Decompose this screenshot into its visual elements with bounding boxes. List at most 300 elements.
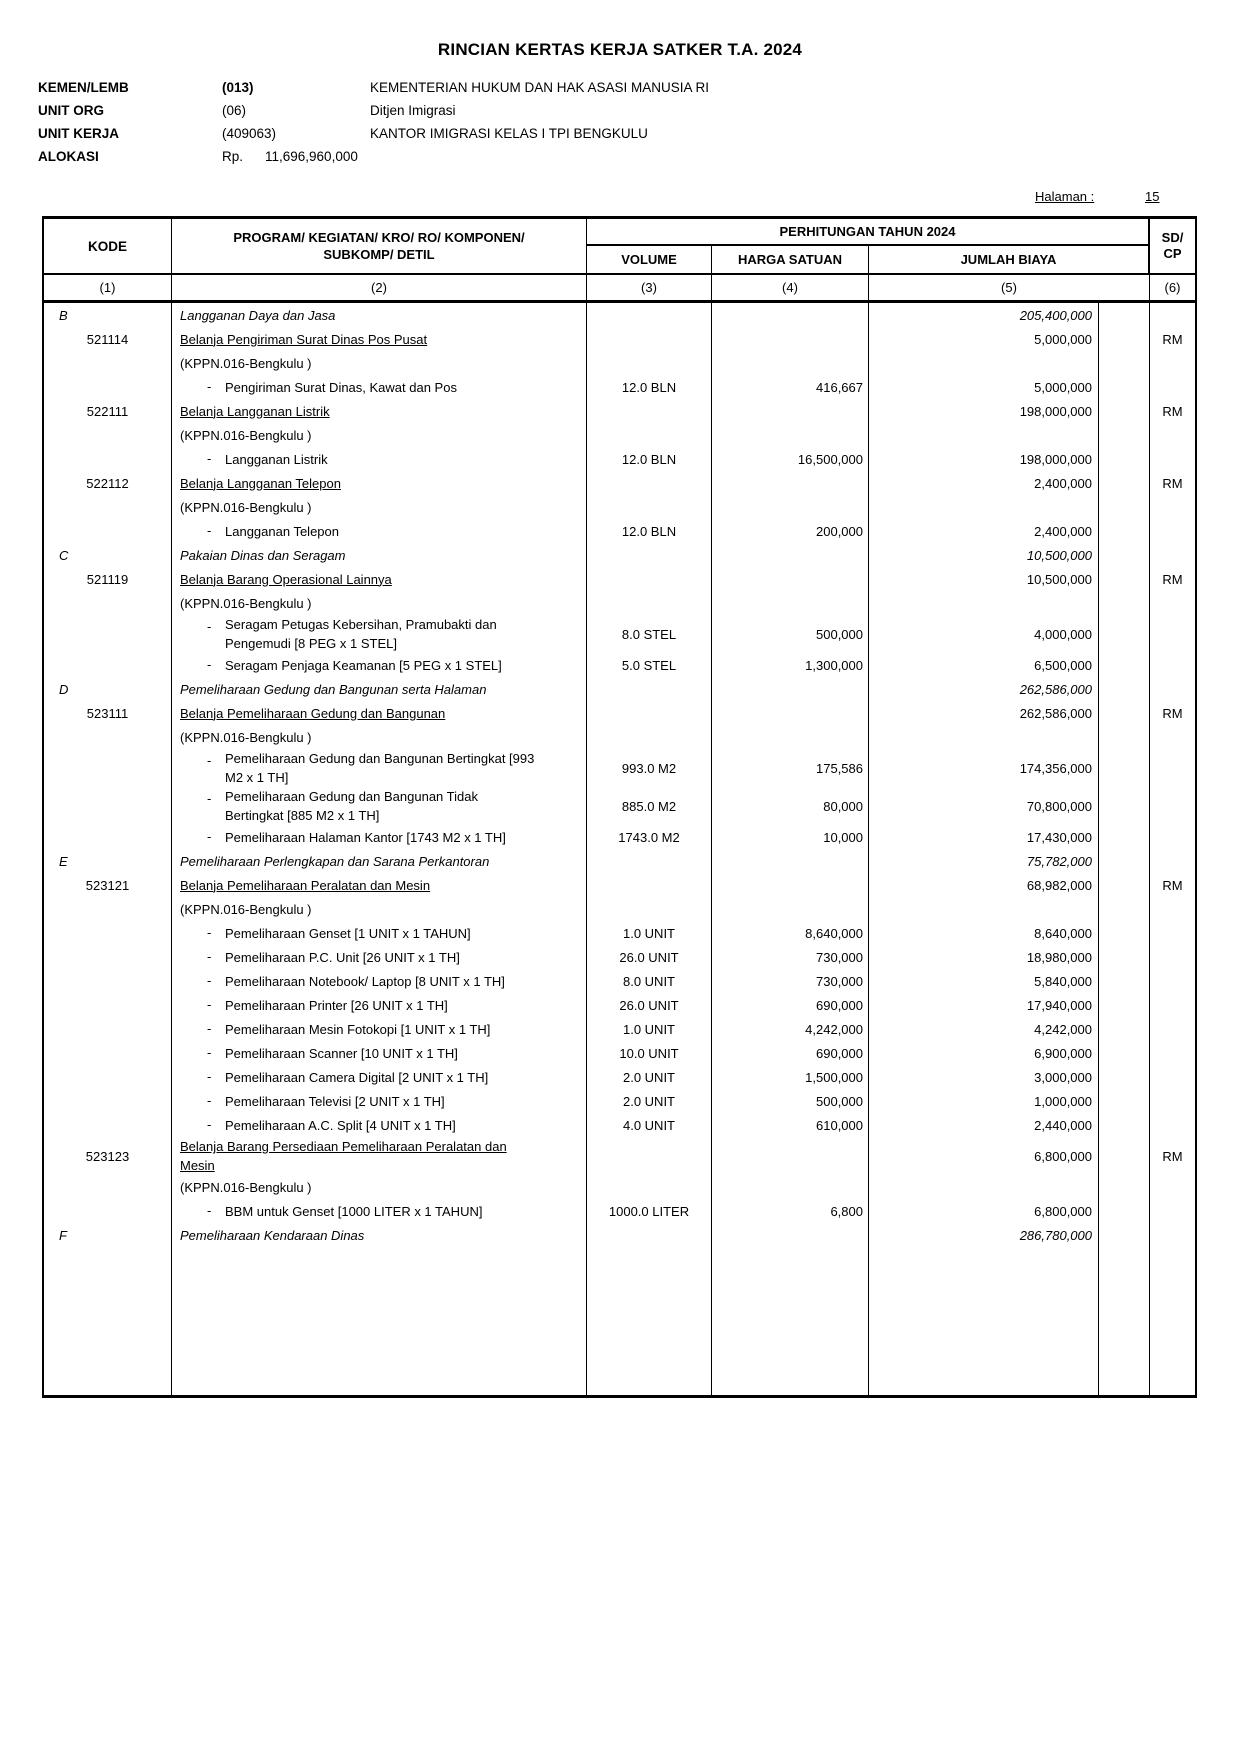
spacer-cell [1099,1223,1150,1247]
spacer-cell [1099,615,1150,653]
jumlah-biaya-cell: 8,640,000 [869,921,1099,945]
table-row-detail [44,1113,1195,1137]
kode-cell [44,945,172,969]
page-title: RINCIAN KERTAS KERJA SATKER T.A. 2024 [437,40,803,59]
spacer-cell [1099,1041,1150,1065]
sdcp-cell: RM [1162,705,1183,721]
kode-cell [44,1041,172,1065]
harga-satuan-cell [712,1247,869,1395]
kode-cell [44,375,172,399]
harga-satuan-cell: 200,000 [712,519,869,543]
jumlah-biaya-cell: 262,586,000 [869,677,1099,701]
meta-row-unitorg [38,99,938,122]
kode-cell [44,1065,172,1089]
sdcp-cell [1150,423,1195,447]
desc-text: Pemeliharaan Camera Digital [2 UNIT x 1 TH] [225,1069,489,1085]
desc-cell [172,945,587,969]
header-volume: VOLUME [587,246,712,273]
bullet-dash: - [207,1045,212,1060]
desc-text: Pemeliharaan Scanner [10 UNIT x 1 TH] [225,1045,458,1061]
desc-cell [172,1137,587,1175]
volume-cell: 1743.0 M2 [587,825,712,849]
table-row-section [44,543,1195,567]
harga-satuan-cell [712,725,869,749]
harga-satuan-cell [712,303,869,327]
meta-value: Ditjen Imigrasi [370,103,456,118]
table-row-detail [44,825,1195,849]
bullet-dash: - [207,379,212,394]
volume-cell: 4.0 UNIT [587,1113,712,1137]
kode-cell [44,423,172,447]
desc-cell [172,1113,587,1137]
volume-cell [587,327,712,351]
sdcp-cell [1150,519,1195,543]
spacer-cell [1099,873,1150,897]
jumlah-biaya-cell: 5,000,000 [869,327,1099,351]
harga-satuan-cell: 16,500,000 [712,447,869,471]
harga-satuan-cell [712,423,869,447]
desc-cell [172,701,587,725]
desc-cell [172,423,587,447]
harga-satuan-cell [712,399,869,423]
kode-cell: C [44,543,172,567]
volume-cell: 2.0 UNIT [587,1089,712,1113]
desc-text: Pemeliharaan P.C. Unit [26 UNIT x 1 TH] [225,949,460,965]
sdcp-cell [1150,447,1195,471]
sdcp-cell [1150,1199,1195,1223]
jumlah-biaya-cell [869,1247,1099,1395]
harga-satuan-cell: 500,000 [712,615,869,653]
meta-value: KEMENTERIAN HUKUM DAN HAK ASASI MANUSIA RI [370,80,710,95]
volume-cell: 1.0 UNIT [587,1017,712,1041]
harga-satuan-cell: 690,000 [712,1041,869,1065]
jumlah-biaya-cell [869,495,1099,519]
volume-cell [587,677,712,701]
bullet-dash: - [207,451,212,466]
desc-text: Pemeliharaan Gedung dan Bangunan Tidak Bertingkat [885 M2 x 1 TH] [225,789,478,823]
harga-satuan-cell [712,327,869,351]
desc-cell [172,591,587,615]
bullet-dash: - [207,1117,212,1132]
sdcp-cell [1150,653,1195,677]
meta-value: KANTOR IMIGRASI KELAS I TPI BENGKULU [370,126,648,141]
spacer-cell [1099,969,1150,993]
bullet-dash: - [207,949,212,964]
header-perhitungan: PERHITUNGAN TAHUN 2024 [587,219,1148,246]
header-program [172,219,587,273]
sdcp-cell [1150,849,1195,873]
desc-text: (KPPN.016-Bengkulu ) [180,355,312,371]
sdcp-cell [1150,725,1195,749]
kode-cell [44,1199,172,1223]
table-row-section [44,1223,1195,1247]
kode-cell: D [44,677,172,701]
kode-cell [44,1175,172,1199]
volume-cell [587,351,712,375]
spacer-cell [1099,519,1150,543]
sdcp-cell [1150,1113,1195,1137]
harga-satuan-cell: 690,000 [712,993,869,1017]
harga-satuan-cell [712,897,869,921]
spacer-cell [1099,653,1150,677]
desc-cell [172,1089,587,1113]
desc-cell [172,787,587,825]
sdcp-cell [1150,543,1195,567]
kode-cell [44,825,172,849]
spacer-cell [1099,1089,1150,1113]
desc-text: Pemeliharaan Printer [26 UNIT x 1 TH] [225,997,448,1013]
meta-code: (013) [222,80,254,95]
kode-cell: 523121 [44,873,172,897]
kode-cell [44,447,172,471]
col-number-5: (5) [869,275,1150,300]
jumlah-biaya-cell: 174,356,000 [869,749,1099,787]
volume-cell: 8.0 UNIT [587,969,712,993]
desc-cell [172,495,587,519]
spacer-cell [1099,945,1150,969]
meta-label: UNIT ORG [38,103,104,118]
kode-cell [44,1089,172,1113]
sdcp-cell [1150,615,1195,653]
spacer-cell [1099,921,1150,945]
table-row-kppn [44,897,1195,921]
jumlah-biaya-cell [869,423,1099,447]
harga-satuan-cell [712,701,869,725]
page-number: 15 [1145,189,1160,204]
table-row-section [44,303,1195,327]
jumlah-biaya-cell: 5,000,000 [869,375,1099,399]
harga-satuan-cell [712,1175,869,1199]
sdcp-cell [1150,1223,1195,1247]
volume-cell [587,701,712,725]
kode-cell [44,749,172,787]
kode-cell [44,787,172,825]
kode-cell [44,519,172,543]
spacer-cell [1099,1065,1150,1089]
header-program-line2: SUBKOMP/ DETIL [323,247,435,262]
desc-text: (KPPN.016-Bengkulu ) [180,499,312,515]
kode-cell [44,351,172,375]
desc-cell [172,1175,587,1199]
volume-cell [587,725,712,749]
desc-cell [172,327,587,351]
desc-cell [172,725,587,749]
harga-satuan-cell: 175,586 [712,749,869,787]
bullet-dash: - [207,829,212,844]
bullet-dash: - [207,973,212,988]
header-harga-satuan: HARGA SATUAN [712,246,869,273]
desc-text: Belanja Barang Operasional Lainnya [180,571,392,587]
desc-cell [172,1223,587,1247]
volume-cell: 1.0 UNIT [587,921,712,945]
spacer-cell [1099,495,1150,519]
table-row-detail [44,1041,1195,1065]
volume-cell: 12.0 BLN [587,375,712,399]
table-row-kppn [44,725,1195,749]
jumlah-biaya-cell: 2,440,000 [869,1113,1099,1137]
meta-code: (06) [222,103,247,118]
kode-cell: 521119 [44,567,172,591]
table-row-detail [44,615,1195,653]
jumlah-biaya-cell: 17,430,000 [869,825,1099,849]
desc-text: Langganan Daya dan Jasa [180,307,336,323]
volume-cell [587,471,712,495]
jumlah-biaya-cell: 6,800,000 [869,1137,1099,1175]
jumlah-biaya-cell: 70,800,000 [869,787,1099,825]
spacer-cell [1099,993,1150,1017]
desc-text: Belanja Pengiriman Surat Dinas Pos Pusat [180,331,428,347]
col-number-4: (4) [712,275,869,300]
kode-cell [44,725,172,749]
jumlah-biaya-cell: 6,500,000 [869,653,1099,677]
sdcp-cell: RM [1162,403,1183,419]
harga-satuan-cell: 1,500,000 [712,1065,869,1089]
kode-cell [44,969,172,993]
harga-satuan-cell [712,1223,869,1247]
table-row-account [44,327,1195,351]
jumlah-biaya-cell: 3,000,000 [869,1065,1099,1089]
jumlah-biaya-cell [869,897,1099,921]
kode-cell [44,1113,172,1137]
bullet-dash: - [207,619,212,634]
desc-text: Langganan Telepon [225,523,339,539]
spacer-cell [1099,399,1150,423]
kode-cell: B [44,303,172,327]
volume-cell: 8.0 STEL [587,615,712,653]
table-row-detail [44,921,1195,945]
spacer-cell [1099,567,1150,591]
desc-cell [172,993,587,1017]
volume-cell [587,399,712,423]
table-row-detail [44,447,1195,471]
desc-cell [172,1017,587,1041]
meta-code: Rp. [222,149,244,164]
bullet-dash: - [207,997,212,1012]
harga-satuan-cell: 730,000 [712,945,869,969]
bullet-dash: - [207,523,212,538]
kode-cell [44,993,172,1017]
desc-text: Pemeliharaan Halaman Kantor [1743 M2 x 1 TH] [225,829,506,845]
budget-table [42,216,1197,1398]
bullet-dash: - [207,1203,212,1218]
bullet-dash: - [207,1069,212,1084]
desc-text: Pemeliharaan Kendaraan Dinas [180,1227,365,1243]
desc-cell [172,677,587,701]
spacer-cell [1099,725,1150,749]
desc-text: Pemeliharaan Gedung dan Bangunan serta Halaman [180,681,487,697]
desc-cell [172,351,587,375]
spacer-cell [1099,375,1150,399]
volume-cell: 885.0 M2 [587,787,712,825]
table-row-account [44,399,1195,423]
harga-satuan-cell: 6,800 [712,1199,869,1223]
volume-cell [587,1223,712,1247]
table-row-detail [44,375,1195,399]
jumlah-biaya-cell: 68,982,000 [869,873,1099,897]
desc-cell [172,567,587,591]
table-row-detail [44,945,1195,969]
jumlah-biaya-cell: 4,000,000 [869,615,1099,653]
desc-text: (KPPN.016-Bengkulu ) [180,1179,312,1195]
bullet-dash: - [207,657,212,672]
kode-cell: 523123 [44,1137,172,1175]
harga-satuan-cell [712,567,869,591]
desc-text: Belanja Langganan Telepon [180,475,341,491]
spacer-cell [1099,423,1150,447]
spacer-cell [1099,1247,1150,1395]
sdcp-cell [1150,495,1195,519]
spacer-cell [1099,1175,1150,1199]
volume-cell [587,543,712,567]
desc-cell [172,1041,587,1065]
harga-satuan-cell: 8,640,000 [712,921,869,945]
spacer-cell [1099,825,1150,849]
table-row-detail [44,653,1195,677]
spacer-cell [1099,303,1150,327]
volume-cell [587,1137,712,1175]
harga-satuan-cell: 80,000 [712,787,869,825]
meta-label: ALOKASI [38,149,99,164]
desc-cell [172,519,587,543]
page-number-label: Halaman : [1035,189,1095,204]
jumlah-biaya-cell: 10,500,000 [869,567,1099,591]
volume-cell [587,567,712,591]
jumlah-biaya-cell: 18,980,000 [869,945,1099,969]
header-jumlah-biaya: JUMLAH BIAYA [960,252,1057,267]
desc-text: Pemeliharaan Televisi [2 UNIT x 1 TH] [225,1093,445,1109]
sdcp-cell [1150,591,1195,615]
desc-cell [172,615,587,653]
sdcp-cell: RM [1162,571,1183,587]
sdcp-cell [1150,677,1195,701]
meta-label: UNIT KERJA [38,126,120,141]
harga-satuan-cell: 500,000 [712,1089,869,1113]
kode-cell [44,615,172,653]
sdcp-cell: RM [1162,1148,1183,1164]
col-number-3: (3) [587,275,712,300]
kode-cell [44,653,172,677]
desc-text: BBM untuk Genset [1000 LITER x 1 TAHUN] [225,1203,483,1219]
volume-cell: 1000.0 LITER [587,1199,712,1223]
table-row-detail [44,749,1195,787]
jumlah-biaya-cell: 17,940,000 [869,993,1099,1017]
volume-cell [587,495,712,519]
table-row-detail [44,1017,1195,1041]
table-row-detail [44,993,1195,1017]
harga-satuan-cell [712,495,869,519]
desc-text: Belanja Pemeliharaan Gedung dan Bangunan [180,705,446,721]
desc-cell [172,849,587,873]
desc-text: (KPPN.016-Bengkulu ) [180,595,312,611]
sdcp-cell [1150,1065,1195,1089]
desc-cell [172,873,587,897]
sdcp-cell [1150,303,1195,327]
harga-satuan-cell: 10,000 [712,825,869,849]
spacer-cell [1099,591,1150,615]
table-row-kppn [44,423,1195,447]
jumlah-biaya-cell: 4,242,000 [869,1017,1099,1041]
volume-cell [587,873,712,897]
meta-label: KEMEN/LEMB [38,80,129,95]
sdcp-cell [1150,921,1195,945]
spacer-cell [1099,1137,1150,1175]
kode-cell [44,495,172,519]
header-perhitungan-subrow [587,246,1148,273]
volume-cell: 10.0 UNIT [587,1041,712,1065]
desc-cell [172,1065,587,1089]
desc-cell [172,921,587,945]
sdcp-cell [1150,1041,1195,1065]
volume-cell [587,423,712,447]
desc-cell [172,897,587,921]
desc-cell [172,447,587,471]
volume-cell [587,303,712,327]
desc-text: Belanja Langganan Listrik [180,403,330,419]
harga-satuan-cell: 730,000 [712,969,869,993]
bullet-dash: - [207,1093,212,1108]
table-row-kppn [44,1175,1195,1199]
desc-text: Belanja Barang Persediaan Pemeliharaan Peralatan dan Mesin [180,1139,507,1173]
table-body [44,303,1195,1395]
jumlah-biaya-cell: 205,400,000 [869,303,1099,327]
desc-cell [172,653,587,677]
jumlah-biaya-cell: 198,000,000 [869,399,1099,423]
harga-satuan-cell [712,543,869,567]
sdcp-cell [1150,1089,1195,1113]
volume-cell: 993.0 M2 [587,749,712,787]
header-kode: KODE [44,219,172,273]
table-row-detail [44,1089,1195,1113]
desc-cell [172,399,587,423]
sdcp-cell [1150,897,1195,921]
bullet-dash: - [207,925,212,940]
kode-cell: 522111 [44,399,172,423]
jumlah-biaya-cell [869,351,1099,375]
desc-cell [172,825,587,849]
sdcp-cell [1150,1247,1195,1395]
desc-cell [172,543,587,567]
table-row-detail [44,1199,1195,1223]
desc-text: (KPPN.016-Bengkulu ) [180,901,312,917]
meta-row-unitkerja [38,122,938,145]
kode-cell [44,921,172,945]
jumlah-biaya-cell: 10,500,000 [869,543,1099,567]
spacer-cell [1099,447,1150,471]
kode-cell: 523111 [44,701,172,725]
sdcp-cell [1150,993,1195,1017]
desc-cell [172,749,587,787]
volume-cell [587,849,712,873]
harga-satuan-cell [712,471,869,495]
jumlah-biaya-cell: 75,782,000 [869,849,1099,873]
table-row-account [44,471,1195,495]
kode-cell: E [44,849,172,873]
meta-row-kemenlemb [38,76,938,99]
sdcp-cell: RM [1162,475,1183,491]
bullet-dash: - [207,1021,212,1036]
table-row-account [44,567,1195,591]
sdcp-cell [1150,787,1195,825]
desc-cell [172,471,587,495]
volume-cell: 5.0 STEL [587,653,712,677]
desc-text: Seragam Petugas Kebersihan, Pramubakti dan Pengemudi [8 PEG x 1 STEL] [225,617,497,651]
desc-text: Seragam Penjaga Keamanan [5 PEG x 1 STEL] [225,657,502,673]
sdcp-cell: RM [1162,331,1183,347]
meta-code: (409063) [222,126,277,141]
volume-cell: 2.0 UNIT [587,1065,712,1089]
desc-text: Pakaian Dinas dan Seragam [180,547,346,563]
desc-text: (KPPN.016-Bengkulu ) [180,729,312,745]
